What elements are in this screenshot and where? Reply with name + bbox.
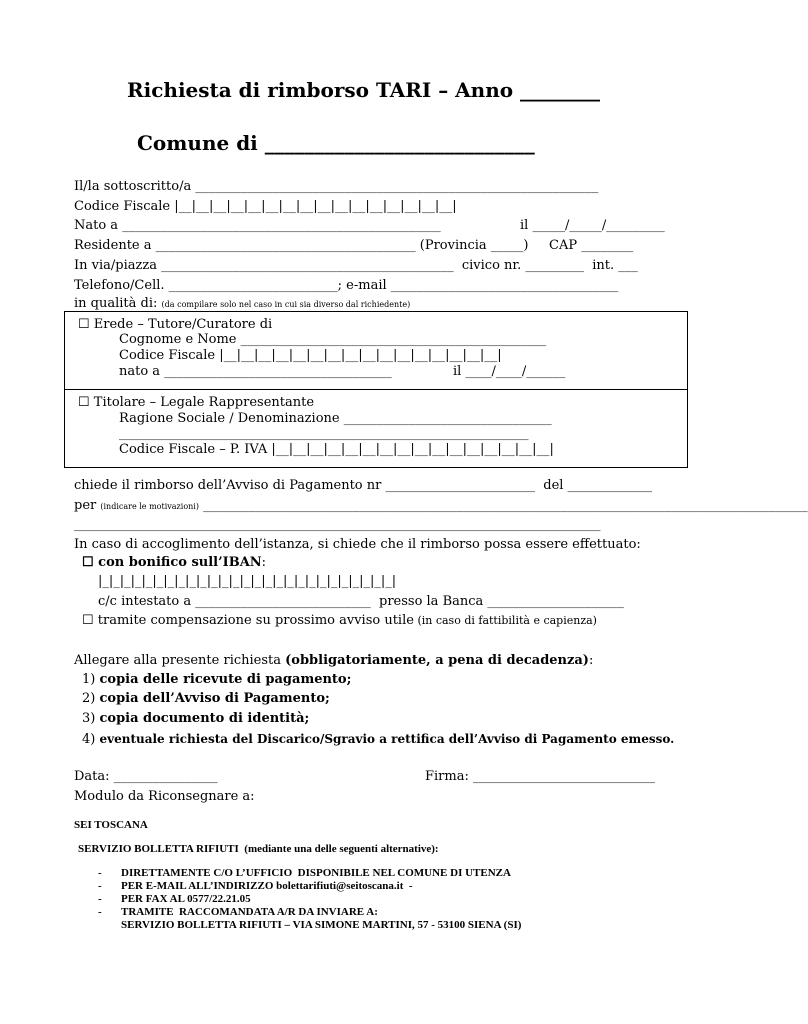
attachment-item xyxy=(82,672,351,688)
attachment-text: copia dell’Avviso di Pagamento; xyxy=(99,691,330,706)
compensazione-label: ☐ tramite compensazione su prossimo avviso utile xyxy=(82,613,414,628)
titolare-checkbox[interactable]: ☐ Titolare – Legale Rappresentante xyxy=(78,395,315,410)
nato-a-field[interactable]: Nato a _________________________________________________ xyxy=(74,218,441,233)
option-dash: - xyxy=(98,906,102,918)
attachments-intro-bold: (obbligatoriamente, a pena di decadenza) xyxy=(285,653,589,668)
role-box-divider xyxy=(65,389,687,390)
option-text: DIRETTAMENTE C/O L’UFFICIO DISPONIBILE NEL COMUNE DI UTENZA xyxy=(121,867,511,879)
cc-field[interactable]: c/c intestato a ___________________________ presso la Banca _____________________ xyxy=(98,594,624,609)
compensazione-note: (in caso di fattibilità e capienza) xyxy=(413,614,597,627)
erede-nato-field[interactable]: nato a ___________________________________ xyxy=(119,364,392,379)
comune-title: Comune di ___________________________ xyxy=(137,131,535,155)
qualita-note: (da compilare solo nel caso in cui sia diverso dal richiedente) xyxy=(161,300,411,309)
compensazione-checkbox[interactable] xyxy=(82,613,597,629)
qualita-text: in qualità di: xyxy=(74,296,158,311)
option-text: PER E-MAIL ALL’INDIRIZZO bolettarifiuti@seitoscana.it - xyxy=(121,880,413,892)
option-address: SERVIZIO BOLLETTA RIFIUTI – VIA SIMONE MARTINI, 57 - 53100 SIENA (SI) xyxy=(121,919,522,931)
iban-field[interactable]: |_|_|_|_|_|_|_|_|_|_|_|_|_|_|_|_|_|_|_|_|_|_|_|_|_|_|_| xyxy=(98,574,397,589)
bonifico-checkbox[interactable] xyxy=(82,555,266,571)
nato-il-field[interactable]: il _____/_____/_________ xyxy=(520,218,665,233)
option-dash: - xyxy=(98,867,102,879)
bonifico-suffix: : xyxy=(261,555,267,570)
ragione-sociale-field[interactable]: Ragione Sociale / Denominazione ________________________________ xyxy=(119,411,552,426)
attachment-text: copia delle ricevute di pagamento; xyxy=(99,672,352,687)
modulo-label: Modulo da Riconsegnare a: xyxy=(74,789,255,804)
option-dash: - xyxy=(98,880,102,892)
company-name: SEI TOSCANA xyxy=(74,819,148,831)
telefono-field[interactable]: Telefono/Cell. __________________________; e-mail ___________________________________ xyxy=(74,278,619,293)
per-label: per xyxy=(74,498,97,513)
option-text: TRAMITE RACCOMANDATA A/R DA INVIARE A: xyxy=(121,906,378,918)
attachments-intro-end: : xyxy=(588,653,594,668)
attachment-num: 3) xyxy=(82,711,96,726)
sottoscritto-field[interactable]: Il/la sottoscritto/a ______________________________________________________________ xyxy=(74,179,599,194)
attachment-text: eventuale richiesta del Discarico/Sgravio a rettifica dell’Avviso di Pagamento emesso. xyxy=(99,732,675,746)
chiede-field[interactable]: chiede il rimborso dell’Avviso di Pagamento nr _______________________ del _____________ xyxy=(74,478,653,493)
option-text: PER FAX AL 0577/22.21.05 xyxy=(121,893,251,905)
erede-codice-fiscale-field[interactable]: Codice Fiscale |__|__|__|__|__|__|__|__|__|__|__|__|__|__|__|__| xyxy=(119,348,502,363)
option-dash: - xyxy=(98,893,102,905)
page-title: Richiesta di rimborso TARI – Anno ________ xyxy=(127,78,601,102)
bonifico-label: ☐ con bonifico sull’IBAN xyxy=(82,555,262,570)
codice-fiscale-field[interactable]: Codice Fiscale |__|__|__|__|__|__|__|__|__|__|__|__|__|__|__|__| xyxy=(74,199,457,214)
per-line: _____________________________________________________________________________________________ xyxy=(203,498,808,513)
servizio-label: SERVIZIO BOLLETTA RIFIUTI (mediante una delle seguenti alternative): xyxy=(78,843,439,855)
via-field[interactable]: In via/piazza _____________________________________________ civico nr. _________ int. ___ xyxy=(74,258,638,273)
attachment-num: 4) xyxy=(82,732,96,747)
payment-intro: In caso di accoglimento dell’istanza, si chiede che il rimborso possa essere effettuato: xyxy=(74,537,641,552)
attachments-intro xyxy=(74,653,593,669)
erede-il-field[interactable]: il ____/____/______ xyxy=(453,364,566,379)
erede-checkbox[interactable]: ☐ Erede – Tutore/Curatore di xyxy=(78,317,273,332)
attachment-item xyxy=(82,711,309,727)
attachment-num: 1) xyxy=(82,672,96,687)
attachment-num: 2) xyxy=(82,691,96,706)
attachments-intro-text: Allegare alla presente richiesta xyxy=(74,653,286,668)
per-field[interactable] xyxy=(74,498,808,515)
attachment-item xyxy=(82,731,674,748)
firma-field[interactable]: Firma: ____________________________ xyxy=(425,769,655,784)
titolare-codice-fiscale-field[interactable]: Codice Fiscale – P. IVA |__|__|__|__|__|__|__|__|__|__|__|__|__|__|__|__| xyxy=(119,442,554,457)
ragione-sociale-line[interactable]: _______________________________________________________________ xyxy=(119,426,529,441)
data-field[interactable]: Data: ________________ xyxy=(74,769,218,784)
attachment-text: copia documento di identità; xyxy=(99,711,310,726)
attachment-item xyxy=(82,691,330,707)
erede-cognome-field[interactable]: Cognome e Nome _______________________________________________ xyxy=(119,332,547,347)
motivazioni-line[interactable]: _________________________________________________________________________________ xyxy=(74,517,601,532)
per-note: (indicare le motivazioni) xyxy=(100,502,199,511)
residente-field[interactable]: Residente a ________________________________________ (Provincia _____) CAP ________ xyxy=(74,238,634,253)
